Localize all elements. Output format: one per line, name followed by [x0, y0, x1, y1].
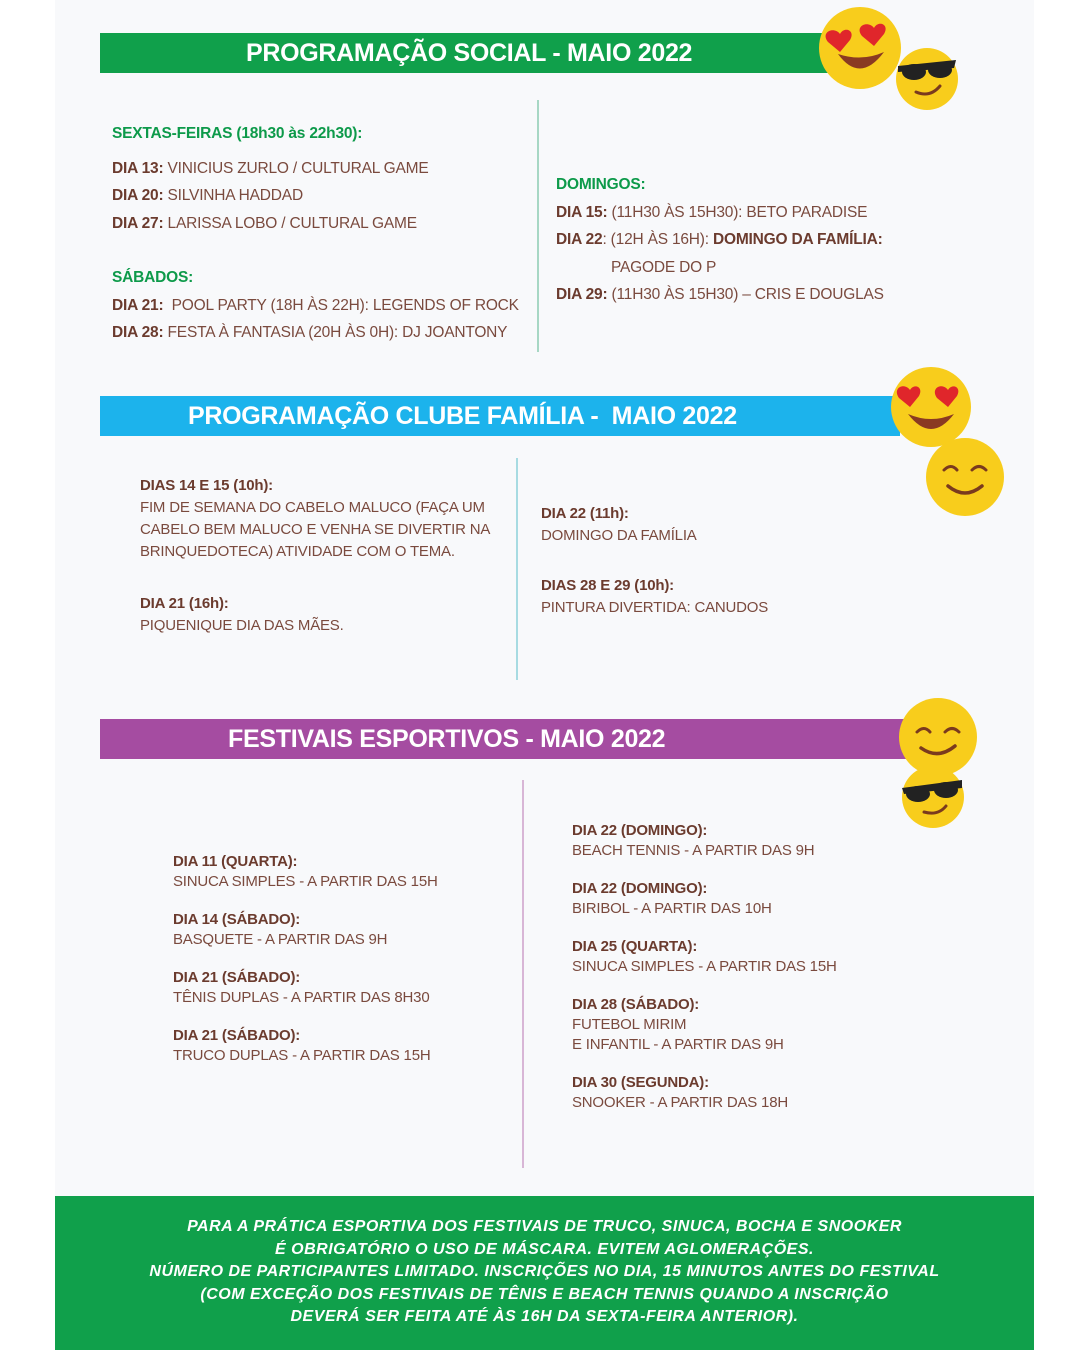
- list-item: DIA 22: (12H ÀS 16H): DOMINGO DA FAMÍLIA:: [556, 231, 883, 248]
- item-line: TÊNIS DUPLAS - A PARTIR DAS 8H30: [173, 989, 430, 1006]
- list-item: DIA 15: (11H30 ÀS 15H30): BETO PARADISE: [556, 203, 868, 221]
- sports-title-band: [100, 719, 910, 759]
- footer-line: DEVERÁ SER FEITA ATÉ ÀS 16H DA SEXTA-FEIRA ANTERIOR).: [290, 1308, 799, 1325]
- item-line: SINUCA SIMPLES - A PARTIR DAS 15H: [572, 958, 837, 975]
- family-title: PROGRAMAÇÃO CLUBE FAMÍLIA - MAIO 2022: [188, 402, 737, 430]
- list-item: DIA 13: VINICIUS ZURLO / CULTURAL GAME: [112, 159, 429, 177]
- item-line: FUTEBOL MIRIM: [572, 1016, 687, 1033]
- item-line: SNOOKER - A PARTIR DAS 18H: [572, 1094, 788, 1111]
- item-line: BIRIBOL - A PARTIR DAS 10H: [572, 900, 772, 917]
- family-divider: [516, 458, 518, 680]
- list-item: [140, 593, 490, 637]
- item-day: DIA 28 (SÁBADO):: [572, 996, 700, 1013]
- list-item: [140, 475, 490, 563]
- item-day: DIAS 28 E 29 (10h):: [541, 577, 674, 594]
- item-line: SINUCA SIMPLES - A PARTIR DAS 15H: [173, 873, 438, 890]
- item-day: DIA 21 (16h):: [140, 595, 229, 612]
- list-item: [173, 1026, 438, 1066]
- sports-divider: [522, 780, 524, 1168]
- family-title-band: [100, 396, 900, 436]
- list-item-continuation: PAGODE DO P: [611, 258, 717, 276]
- list-item: [572, 879, 837, 919]
- item-day: DIA 25 (QUARTA):: [572, 938, 698, 955]
- list-item: [173, 852, 438, 892]
- list-item: [572, 995, 837, 1055]
- social-right-column: [556, 171, 884, 309]
- item-line: E INFANTIL - A PARTIR DAS 9H: [572, 1036, 784, 1053]
- item-day: DIA 22 (11h):: [541, 505, 629, 522]
- footer-line: (COM EXCEÇÃO DOS FESTIVAIS DE TÊNIS E BEACH TENNIS QUANDO A INSCRIÇÃO: [200, 1285, 889, 1303]
- item-line: TRUCO DUPLAS - A PARTIR DAS 15H: [173, 1047, 431, 1064]
- item-day: DIA 22 (DOMINGO):: [572, 880, 708, 897]
- social-title-band: [100, 33, 830, 73]
- item-line: DOMINGO DA FAMÍLIA: [541, 527, 697, 544]
- sports-left-column: [173, 852, 438, 1084]
- social-divider: [537, 100, 539, 352]
- list-item: [173, 968, 438, 1008]
- list-item: DIA 28: FESTA À FANTASIA (20H ÀS 0H): DJ JOANTONY: [112, 324, 508, 341]
- item-line: BASQUETE - A PARTIR DAS 9H: [173, 931, 388, 948]
- list-item: DIA 29: (11H30 ÀS 15H30) – CRIS E DOUGLAS: [556, 286, 884, 303]
- item-day: DIA 21 (SÁBADO):: [173, 969, 301, 986]
- list-item: [541, 575, 768, 619]
- social-title: PROGRAMAÇÃO SOCIAL - MAIO 2022: [246, 39, 693, 67]
- item-day: DIA 30 (SEGUNDA):: [572, 1074, 709, 1091]
- list-item: DIA 20: SILVINHA HADDAD: [112, 187, 303, 204]
- item-line: BRINQUEDOTECA) ATIVIDADE COM O TEMA.: [140, 543, 455, 560]
- family-left-column: [140, 475, 490, 637]
- item-line: PIQUENIQUE DIA DAS MÃES.: [140, 617, 344, 634]
- sunglasses-emoji-icon: [900, 764, 966, 830]
- list-item: DIA 27: LARISSA LOBO / CULTURAL GAME: [112, 214, 417, 232]
- list-item: DIA 21: POOL PARTY (18H ÀS 22H): LEGENDS OF ROCK: [112, 296, 519, 314]
- item-day: DIA 21 (SÁBADO):: [173, 1027, 301, 1044]
- footer-line: NÚMERO DE PARTICIPANTES LIMITADO. INSCRIÇÕES NO DIA, 15 MINUTOS ANTES DO FESTIVAL: [149, 1263, 940, 1280]
- item-day: DIA 14 (SÁBADO):: [173, 911, 301, 928]
- item-day: DIA 11 (QUARTA):: [173, 853, 298, 870]
- item-day: DIAS 14 E 15 (10h):: [140, 477, 273, 494]
- footer-line: PARA A PRÁTICA ESPORTIVA DOS FESTIVAIS DE TRUCO, SINUCA, BOCHA E SNOOKER: [187, 1218, 902, 1235]
- item-line: PINTURA DIVERTIDA: CANUDOS: [541, 599, 769, 616]
- sports-right-column: [572, 821, 837, 1131]
- social-left-column: [112, 120, 519, 347]
- list-item: [173, 910, 438, 950]
- fridays-header: SEXTAS-FEIRAS (18h30 às 22h30):: [112, 125, 363, 142]
- sunglasses-emoji-icon: [894, 46, 960, 112]
- sundays-header: DOMINGOS:: [556, 176, 646, 193]
- footer-notice: [55, 1196, 1034, 1350]
- list-item: [572, 1073, 837, 1113]
- list-item: [541, 503, 768, 547]
- item-line: FIM DE SEMANA DO CABELO MALUCO (FAÇA UM: [140, 499, 485, 516]
- saturdays-header: SÁBADOS:: [112, 269, 194, 286]
- list-item: [572, 821, 837, 861]
- item-line: BEACH TENNIS - A PARTIR DAS 9H: [572, 842, 815, 859]
- heart-eyes-emoji-icon: [816, 4, 904, 92]
- family-right-column: [541, 503, 768, 619]
- item-line: CABELO BEM MALUCO E VENHA SE DIVERTIR NA: [140, 521, 491, 538]
- smiling-emoji-icon: [924, 436, 1006, 518]
- list-item: [572, 937, 837, 977]
- item-day: DIA 22 (DOMINGO):: [572, 822, 708, 839]
- sports-title: FESTIVAIS ESPORTIVOS - MAIO 2022: [228, 725, 666, 753]
- footer-line: É OBRIGATÓRIO O USO DE MÁSCARA. EVITEM AGLOMERAÇÕES.: [275, 1240, 814, 1258]
